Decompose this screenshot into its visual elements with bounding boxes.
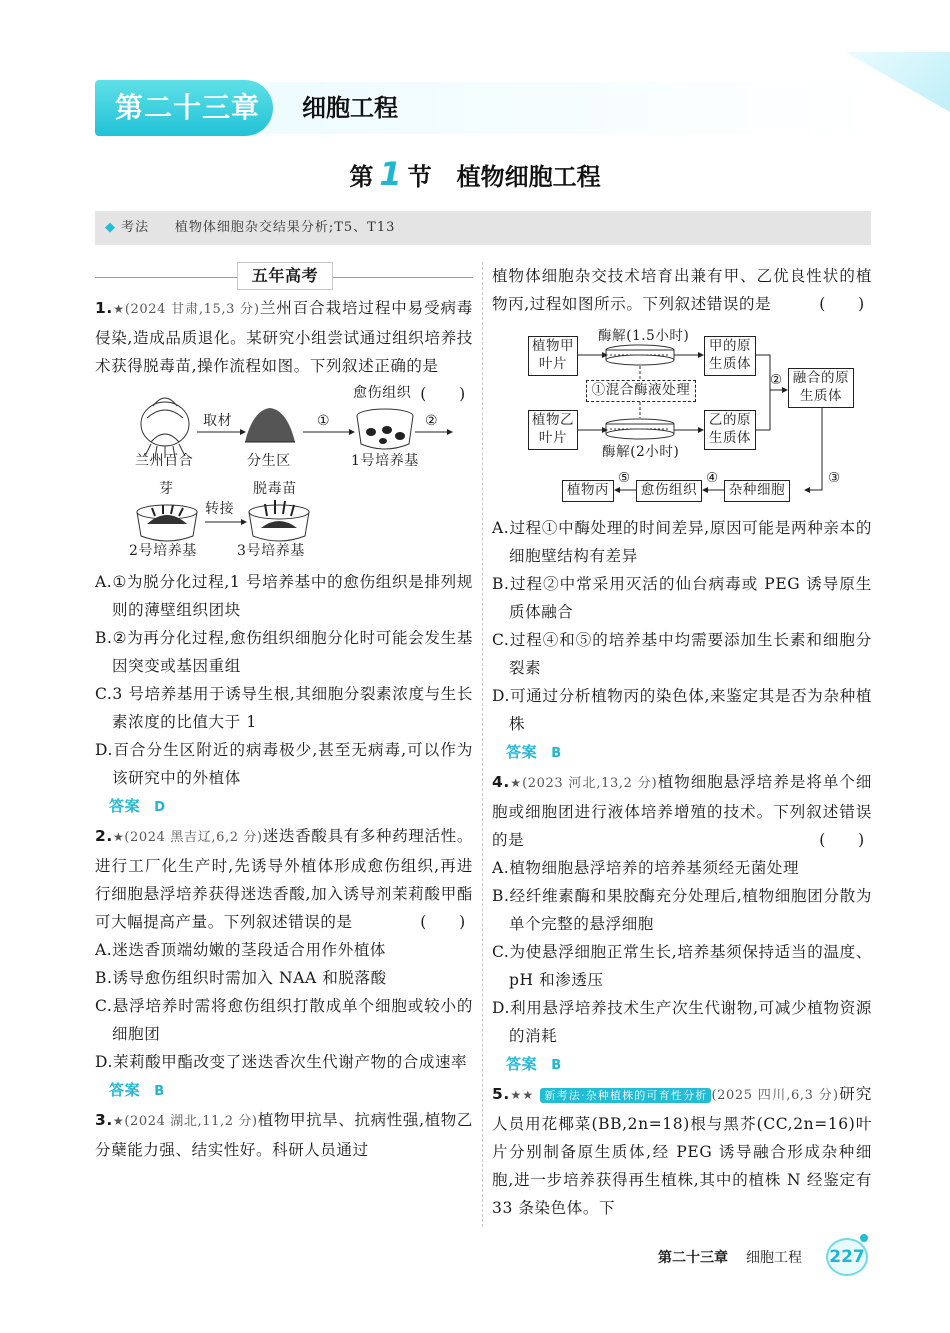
- answer: [95, 1076, 473, 1106]
- question-source: (2023 河北,13,2 分): [522, 776, 658, 791]
- petri-dish-b-icon: [606, 419, 674, 439]
- question-number: 1.: [95, 299, 113, 317]
- section-prefix: 第: [349, 163, 374, 191]
- answer-label: 答案: [109, 1081, 141, 1099]
- question-number: 4.: [492, 773, 510, 791]
- column-divider: [482, 262, 483, 1227]
- question-number: 3.: [95, 1111, 113, 1129]
- box-protoplast-b: 乙的原生质体: [704, 410, 756, 450]
- question-stem: 植物体细胞杂交技术培育出兼有甲、乙优良性状的植物丙,过程如图所示。下列叙述错误的是: [492, 267, 872, 313]
- answer: [95, 792, 473, 822]
- label-transfer: 转接: [205, 501, 235, 517]
- star-icon: ★: [112, 1114, 125, 1128]
- medium-2-icon: [137, 505, 197, 541]
- option-c: C.悬浮培养时需将愈伤组织打散成单个细胞或较小的细胞团: [95, 997, 473, 1043]
- option-a: A.过程①中酶处理的时间差异,原因可能是两种亲本的细胞壁结构有差异: [492, 519, 872, 565]
- figure-somatic-hybridization: [492, 320, 872, 506]
- diamond-icon: ◆: [105, 220, 116, 235]
- page-footer: [658, 1244, 802, 1272]
- right-column: [492, 262, 872, 1222]
- section-suffix: 节: [407, 163, 432, 191]
- chapter-topic: 细胞工程: [302, 94, 398, 122]
- label-callus: 愈伤组织: [353, 385, 412, 401]
- question-stem: 植物甲抗旱、抗病性强,植物乙分蘖能力强、结实性好。科研人员通过: [95, 1111, 474, 1159]
- option-c: C.过程④和⑤的培养基中均需要添加生长素和细胞分裂素: [492, 631, 872, 677]
- figure-graphics: [95, 384, 473, 562]
- box-mix-enzyme: ①混合酶液处理: [586, 380, 696, 402]
- option-c: C.为使悬浮细胞正常生长,培养基须保持适当的温度、pH 和渗透压: [492, 943, 872, 989]
- option-a: A.①为脱分化过程,1 号培养基中的愈伤组织是排列规则的薄壁组织团块: [95, 573, 473, 619]
- option-c: C.3 号培养基用于诱导生根,其细胞分裂素浓度与生长素浓度的比值大于 1: [95, 685, 473, 731]
- label-bud: 芽: [159, 481, 174, 497]
- meristem-icon: [245, 408, 295, 442]
- answer-paren: ( ): [420, 913, 466, 931]
- question-source: (2024 甘肃,15,3 分): [124, 302, 260, 317]
- question-4: [492, 768, 872, 854]
- question-3-continued: [492, 262, 872, 318]
- question-source: (2024 湖北,11,2 分): [124, 1114, 258, 1129]
- label-take: 取材: [203, 413, 233, 429]
- box-callus: 愈伤组织: [636, 480, 702, 502]
- answer-label: 答案: [109, 797, 141, 815]
- banner: [95, 262, 473, 292]
- figure-tissue-culture: [95, 384, 473, 562]
- label-step2: ②: [770, 372, 783, 388]
- chapter-badge: 第二十三章: [95, 80, 273, 136]
- box-fused-protoplast: 融合的原生质体: [788, 368, 854, 408]
- option-b: B.过程②中常采用灭活的仙台病毒或 PEG 诱导原生质体融合: [492, 575, 872, 621]
- left-column: [95, 262, 473, 1164]
- answer-value: B: [551, 1058, 562, 1073]
- label-medium1: 1号培养基: [351, 453, 419, 469]
- label-step2: ②: [425, 413, 439, 429]
- question-stem: 兰州百合栽培过程中易受病毒侵染,造成品质退化。某研究小组尝试通过组织培养技术获得脱毒苗,操作流程如图。下列叙述正确的是: [95, 299, 474, 375]
- medium-3-icon: [249, 500, 309, 541]
- section-name: 植物细胞工程: [456, 163, 601, 191]
- label-medium3: 3号培养基: [237, 543, 305, 559]
- label-meristem: 分生区: [247, 453, 291, 469]
- footer-chapter: 第二十三章: [658, 1250, 728, 1266]
- answer-value: B: [154, 1084, 165, 1099]
- question-5: [492, 1080, 872, 1222]
- option-d: D.百合分生区附近的病毒极少,甚至无病毒,可以作为该研究中的外植体: [95, 741, 473, 787]
- option-d: D.可通过分析植物丙的染色体,来鉴定其是否为杂种植株: [492, 687, 872, 733]
- box-hybrid-cell: 杂种细胞: [724, 480, 790, 502]
- label-enzyme-b: 酶解(2小时): [602, 444, 680, 460]
- answer-paren: ( ): [819, 831, 865, 849]
- answer-label: 答案: [506, 1055, 538, 1073]
- option-a: A.植物细胞悬浮培养的培养基须经无菌处理: [492, 859, 800, 877]
- star-icon: ★: [509, 776, 523, 790]
- section-number: 1: [379, 155, 402, 193]
- label-medium2: 2号培养基: [129, 543, 197, 559]
- star-icon: ★: [112, 302, 125, 316]
- question-stem: 研究人员用花椰菜(BB,2n=18)根与黑芥(CC,2n=16)叶片分别制备原生质体,经 PEG 诱导融合形成杂种细胞,进一步培养获得再生植株,其中的植株 N 经鉴定有 33 条染色体。下: [492, 1085, 872, 1217]
- page-dot-decoration: [860, 1234, 868, 1242]
- question-3: [95, 1106, 473, 1164]
- option-d: D.利用悬浮培养技术生产次生代谢物,可减少植物资源的消耗: [492, 999, 872, 1045]
- box-protoplast-a: 甲的原生质体: [704, 336, 756, 376]
- medium-1-icon: [357, 409, 413, 449]
- label-enzyme-a: 酶解(1.5小时): [598, 328, 690, 344]
- banner-label: 五年高考: [237, 262, 333, 290]
- lily-bulb-icon: [141, 398, 189, 458]
- kaofa-content: 植物体细胞杂交结果分析;T5、T13: [174, 220, 396, 235]
- answer-value: D: [154, 800, 166, 815]
- answer-paren: ( ): [819, 295, 865, 313]
- petri-dish-a-icon: [606, 345, 674, 365]
- box-plant-a: 植物甲叶片: [528, 336, 578, 376]
- star-icon: ★: [112, 830, 125, 844]
- footer-topic: 细胞工程: [746, 1250, 802, 1266]
- question-number: 2.: [95, 827, 113, 845]
- label-lily: 兰州百合: [135, 453, 194, 469]
- question-source: (2025 四川,6,3 分): [711, 1088, 839, 1103]
- question-stem: 迷迭香酸具有多种药理活性。进行工厂化生产时,先诱导外植体形成愈伤组织,再进行细胞悬浮培养获得迷迭香酸,加入诱导剂茉莉酸甲酯可大幅提高产量。下列叙述错误的是: [95, 827, 473, 931]
- label-step1: ①: [317, 413, 331, 429]
- option-d: D.茉莉酸甲酯改变了迷迭香次生代谢产物的合成速率: [95, 1053, 468, 1071]
- label-seedling: 脱毒苗: [253, 481, 297, 497]
- label-step3: ③: [828, 470, 841, 486]
- answer-label: 答案: [506, 743, 538, 761]
- label-step5: ⑤: [618, 470, 631, 486]
- star-icon: ★★: [509, 1088, 535, 1102]
- page-number: 227: [826, 1238, 868, 1276]
- option-b: B.经纤维素酶和果胶酶充分处理后,植物细胞团分散为单个完整的悬浮细胞: [492, 887, 872, 933]
- answer-paren: ( ): [420, 385, 466, 403]
- option-b: B.②为再分化过程,愈伤组织细胞分化时可能会发生基因突变或基因重组: [95, 629, 473, 675]
- answer: [492, 738, 872, 768]
- box-plant-c: 植物丙: [562, 480, 614, 502]
- option-a: A.迷迭香顶端幼嫩的茎段适合用作外植体: [95, 941, 387, 959]
- question-source: (2024 黑吉辽,6,2 分): [124, 830, 263, 845]
- answer-value: B: [551, 746, 562, 761]
- answer: [492, 1050, 872, 1080]
- section-title: [0, 155, 950, 196]
- new-method-tag: 新考法·杂种植株的可育性分析: [540, 1088, 711, 1103]
- kaofa-bar: [95, 211, 871, 245]
- kaofa-label: 考法: [121, 220, 150, 235]
- box-plant-b: 植物乙叶片: [528, 410, 578, 450]
- label-step4: ④: [706, 470, 719, 486]
- question-2: [95, 822, 473, 936]
- option-b: B.诱导愈伤组织时需加入 NAA 和脱落酸: [95, 969, 387, 987]
- question-stem: 植物细胞悬浮培养是将单个细胞或细胞团进行液体培养增殖的技术。下列叙述错误的是: [492, 773, 872, 849]
- question-number: 5.: [492, 1085, 510, 1103]
